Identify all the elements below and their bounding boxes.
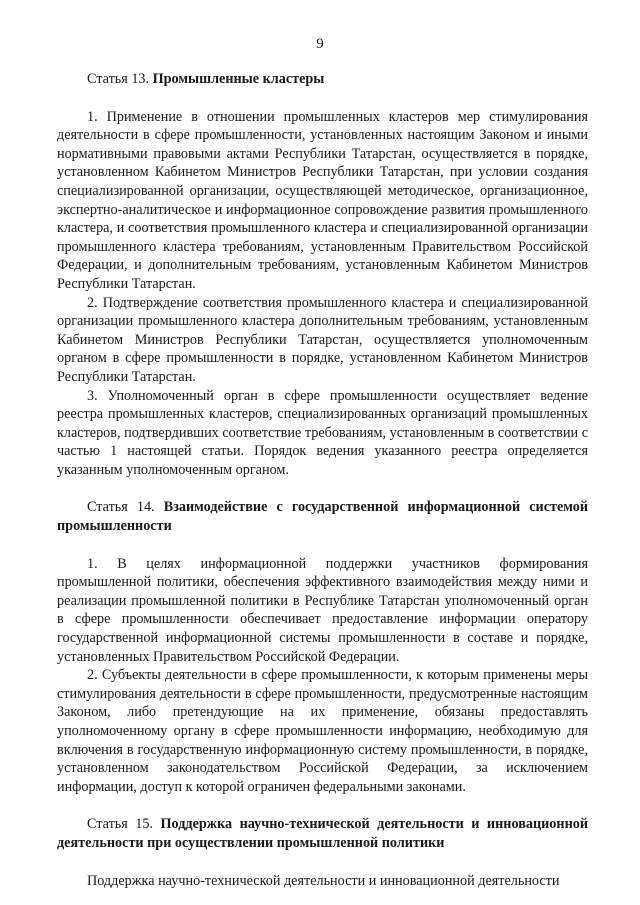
article-14: [57, 498, 588, 796]
article-14-paragraph-2: 2. Субъекты деятельности в сфере промышленности, к которым применены меры стимулирования деятельности в сфере промышленности, предусмотренные настоящим Законом, либо претендующие на их применение, обязаны предоставлять уполномоченному органу в сфере промышленности информацию, необходимую для включения в государственную информационную систему промышленности, в порядке, установленном законодательством Российской Федерации, за исключением информации, доступ к которой ограничен федеральными законами.: [57, 667, 588, 795]
article-15-number: Статья 15.: [87, 816, 154, 833]
article-13: [57, 70, 588, 479]
article-15-title: Поддержка научно-технической деятельности и инновационной деятельности при осуществлении промышленной политики: [57, 816, 589, 851]
article-15: [57, 815, 588, 890]
article-13-paragraph-3: 3. Уполномоченный орган в сфере промышленности осуществляет ведение реестра промышленных кластеров, специализированных организаций промышленных кластеров, подтвердивших соответствие требованиям, установленным в соответствии с частью 1 настоящей статьи. Порядок ведения указанного реестра определяется указанным уполномоченным органом.: [57, 387, 588, 478]
article-13-paragraph-1: 1. Применение в отношении промышленных кластеров мер стимулирования деятельности в сфере промышленности, установленных настоящим Законом и иными нормативными правовыми актами Республики Татарстан, осуществляется в порядке, установленном Кабинетом Министров Республики Татарстан, при условии создания специализированной организации, осуществляющей методическое, организационное, экспертно-аналитическое и информационное сопровождение развития промышленного кластера, и соответствия промышленного кластера и специализированной организации промышленного кластера требованиям, установленным Правительством Российской Федерации, и дополнительным требованиям, установленным Кабинетом Министров Республики Татарстан.: [57, 108, 588, 292]
article-13-title: Промышленные кластеры: [152, 71, 325, 87]
article-14-heading: [57, 498, 588, 535]
article-13-paragraph-2: 2. Подтверждение соответствия промышленного кластера и специализированной организации промышленного кластера дополнительным требованиям, установленным Кабинетом Министров Республики Татарстан, осуществляется уполномоченным органом в сфере промышленности в порядке, установленном Кабинетом Министров Республики Татарстан.: [57, 294, 588, 385]
article-14-title: Взаимодействие с государственной информационной системой промышленности: [57, 499, 589, 535]
page-number: 9: [316, 36, 324, 52]
article-15-paragraph-1: Поддержка научно-технической деятельности и инновационной деятельности: [87, 872, 560, 889]
document-body: [57, 70, 588, 890]
article-14-number: Статья 14.: [87, 499, 155, 516]
article-13-number: Статья 13.: [87, 71, 150, 87]
article-13-heading: [57, 70, 588, 89]
article-14-paragraph-1: 1. В целях информационной поддержки участников формирования промышленной политики, обеспечения эффективного взаимодействия между ними и реализации промышленной политики в Республике Татарстан уполномоченный орган в сфере промышленности обеспечивает предоставление информации оператору государственной информационной системы промышленности в составе и порядке, установленных Правительством Российской Федерации.: [57, 555, 588, 665]
article-15-heading: [57, 815, 588, 852]
